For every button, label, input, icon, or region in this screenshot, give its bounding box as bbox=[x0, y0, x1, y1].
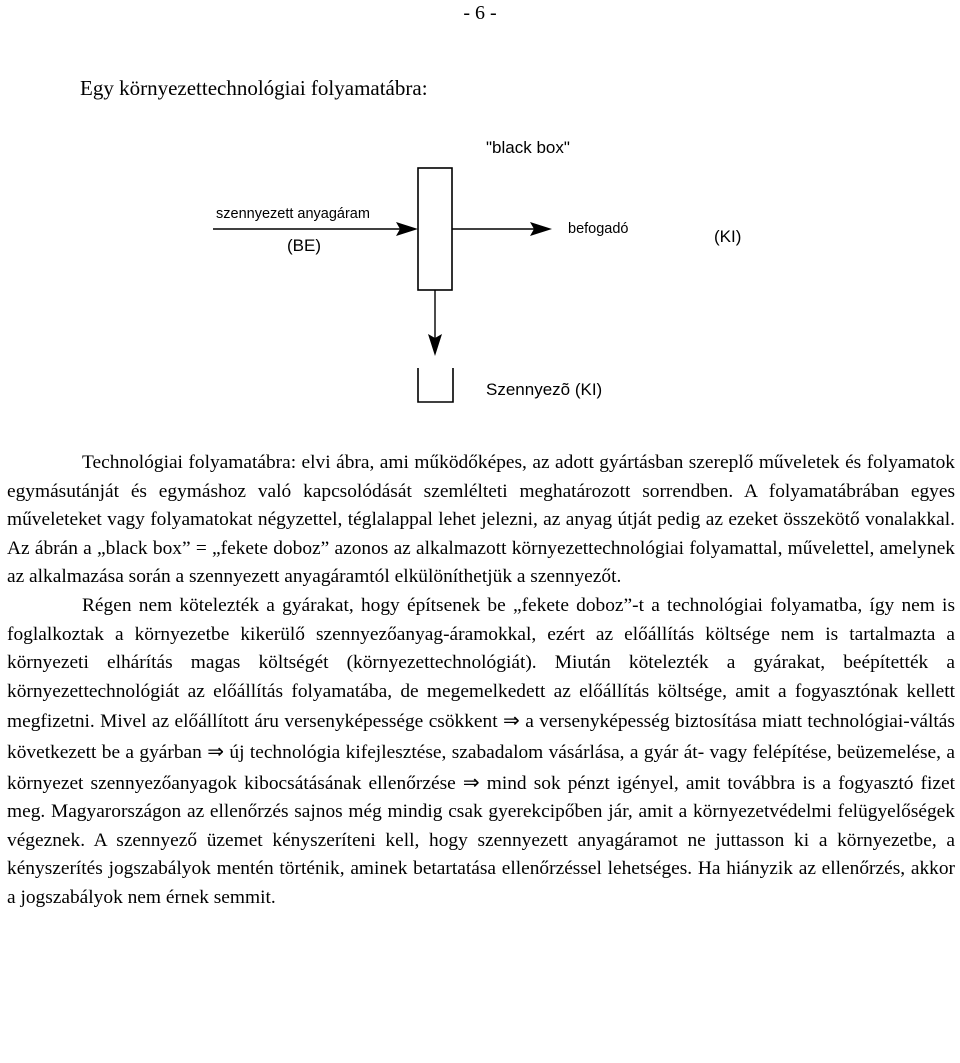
implies-arrow-3: ⇒ bbox=[462, 769, 480, 794]
black-box-rect bbox=[418, 168, 452, 290]
flow-diagram bbox=[0, 0, 960, 420]
paragraph-2-part-a: Régen nem kötelezték a gyárakat, hogy építsenek be „fekete doboz”-t a technológiai folyamatba, így nem is foglalkoztak a környezetbe kikerülő szennyezőanyag-áramokkal, ezért az előállítás költsége nem is tartalmazta a környezeti elhárítás magas költségét (környezettechnológiát). Miután kötelezték a gyárakat, beépítették a környezettechnológiát az előállítás folyamatába, de megemelkedett az előállítás költsége, amit a fogyasztónak kellett megfizetni. Mivel az előállított áru versenyképessége csökkent bbox=[7, 594, 955, 733]
paragraph-2-part-c: új technológia kifejlesztése, szabadalom vásárlása, a gyár át- vagy felépítése, beüzemelése, a környezet szennyezőanyagok kibocsátásának ellenőrzése bbox=[7, 741, 955, 794]
body-text bbox=[7, 449, 955, 913]
input-tag: (BE) bbox=[287, 236, 321, 255]
black-box-label: "black box" bbox=[486, 138, 570, 157]
pollutant-label: Szennyezõ (KI) bbox=[486, 380, 603, 399]
receiver-label: befogadó bbox=[568, 221, 629, 237]
implies-arrow-2: ⇒ bbox=[207, 738, 224, 763]
output-tag: (KI) bbox=[714, 227, 742, 246]
page-heading: Egy környezettechnológiai folyamatábra: bbox=[80, 76, 428, 100]
pollutant-container bbox=[418, 368, 453, 402]
implies-arrow-1: ⇒ bbox=[503, 708, 520, 733]
paragraph-2 bbox=[7, 592, 955, 913]
page-number: - 6 - bbox=[463, 2, 497, 24]
input-label: szennyezett anyagáram bbox=[216, 206, 370, 222]
flow-diagram-lines bbox=[0, 0, 960, 420]
paragraph-1: Technológiai folyamatábra: elvi ábra, ami működőképes, az adott gyártásban szereplő műveletek és folyamatok egymásutánját és egymáshoz való kapcsolódását szemlélteti meghatározott sorrendben. A folyamatábrában egyes műveleteket vagy folyamatokat négyzettel, téglalappal lehet jelezni, az anyag útját pedig az ezeket összekötő vonalakkal. Az ábrán a „black box” = „fekete doboz” azonos az alkalmazott környezettechnológiai folyamattal, művelettel, amelynek az alkalmazása során a szennyezett anyagáramtól elkülöníthetjük a szennyezőt. bbox=[7, 452, 955, 588]
paragraph-2-part-d: mind sok pénzt igényel, amit továbbra is a fogyasztó fizet meg. Magyarországon az ellenőrzés sajnos még mindig csak gyerekcipőben jár, amit a környezetvédelmi felügyelőségek végeznek. A szennyező üzemet kényszeríteni kell, hogy szennyezett anyagáramot ne juttasson ki a környezetbe, a kényszerítés jogszabályok mentén történik, aminek betartatása ellenőrzéssel lehetséges. Ha hiányzik az ellenőrzés, akkor a jogszabályok nem érnek semmit. bbox=[7, 772, 956, 908]
paragraph-2-part-b: a versenyképesség biztosítása miatt technológiai-váltás következett be a gyárban bbox=[7, 711, 955, 763]
